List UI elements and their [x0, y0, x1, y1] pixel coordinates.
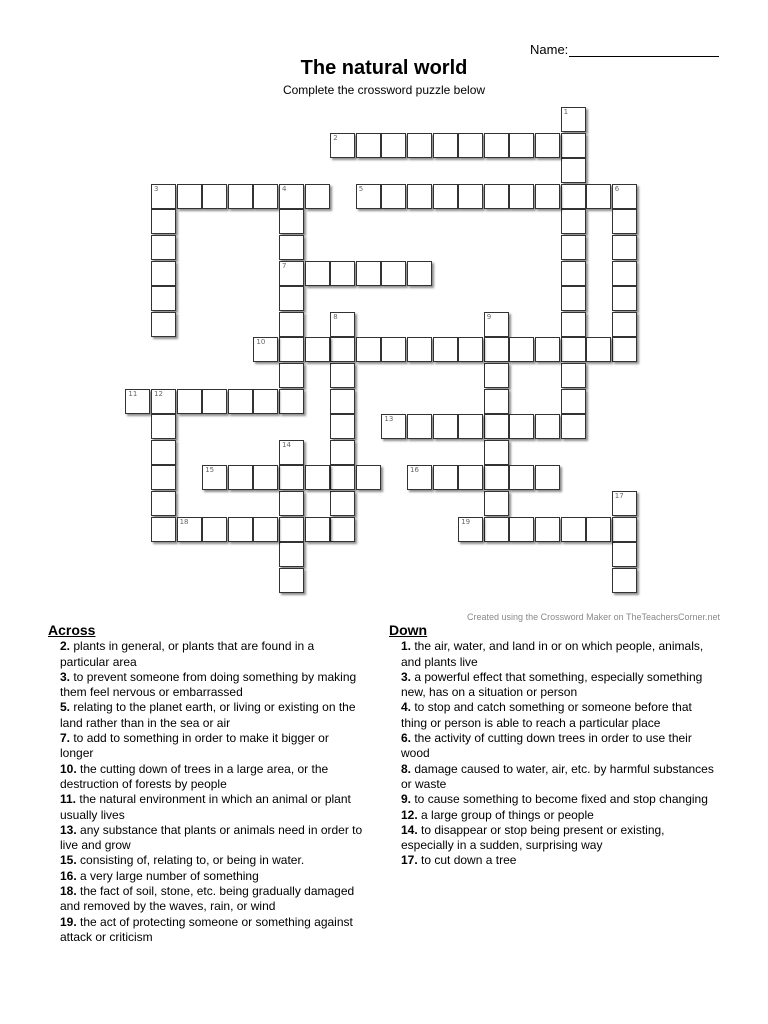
crossword-cell[interactable] [484, 337, 509, 362]
crossword-cell[interactable] [561, 184, 586, 209]
crossword-cell[interactable] [433, 133, 458, 158]
crossword-cell[interactable] [202, 389, 227, 414]
crossword-cell[interactable] [356, 184, 381, 209]
cell-number: 1 [563, 108, 569, 116]
crossword-cell[interactable] [484, 312, 509, 337]
clue-item [401, 731, 719, 762]
crossword-cell[interactable] [433, 465, 458, 490]
crossword-cell[interactable] [484, 389, 509, 414]
crossword-cell[interactable] [381, 184, 406, 209]
page-subtitle: Complete the crossword puzzle below [282, 83, 486, 97]
crossword-cell[interactable] [330, 389, 355, 414]
cell-number: 5 [358, 184, 364, 193]
clue-item [401, 700, 719, 731]
cell-number: 3 [154, 184, 159, 193]
crossword-cell[interactable] [535, 465, 560, 490]
clue-number: 10. [60, 761, 77, 776]
crossword-cell[interactable] [458, 337, 483, 362]
crossword-cell[interactable] [305, 184, 330, 209]
crossword-cell[interactable] [151, 209, 176, 234]
crossword-cell[interactable] [612, 312, 637, 337]
crossword-cell[interactable] [253, 337, 278, 362]
clue-text: relating to the planet earth, or living or existing on the land rather than in the sea or air [60, 700, 356, 730]
crossword-cell[interactable] [458, 517, 483, 542]
cell-number: 18 [179, 517, 189, 526]
crossword-cell[interactable] [228, 184, 253, 209]
crossword-cell[interactable] [509, 414, 534, 439]
crossword-cell[interactable] [202, 465, 227, 490]
crossword-cell[interactable] [279, 465, 304, 490]
clue-number: 6. [401, 731, 412, 746]
clue-text: the act of protecting someone or something against attack or criticism [60, 914, 353, 944]
crossword-cell[interactable] [228, 465, 253, 490]
crossword-cell[interactable] [279, 389, 304, 414]
clue-text: consisting of, relating to, or being in water. [76, 853, 305, 868]
clue-item [401, 792, 719, 807]
crossword-cell[interactable] [484, 363, 509, 388]
crossword-cell[interactable] [612, 286, 637, 311]
crossword-cell[interactable] [279, 363, 304, 388]
crossword-cell[interactable] [151, 312, 176, 337]
crossword-cell[interactable] [407, 184, 432, 209]
clue-item [60, 853, 363, 868]
clue-item [60, 670, 363, 701]
crossword-cell[interactable] [279, 542, 304, 567]
name-label: Name: [530, 42, 569, 57]
crossword-cell[interactable] [228, 517, 253, 542]
crossword-cell[interactable] [356, 261, 381, 286]
crossword-cell[interactable] [586, 337, 611, 362]
crossword-cell[interactable] [330, 440, 355, 465]
clue-number: 19. [60, 914, 77, 929]
across-heading: Across [48, 622, 96, 638]
crossword-cell[interactable] [484, 414, 509, 439]
crossword-cell[interactable] [612, 261, 637, 286]
crossword-cell[interactable] [561, 107, 586, 132]
crossword-cell[interactable] [612, 184, 637, 209]
down-list [389, 639, 719, 868]
cell-number: 12 [154, 389, 163, 398]
clue-number: 14. [401, 822, 418, 837]
crossword-cell[interactable] [279, 184, 304, 209]
crossword-cell[interactable] [253, 517, 278, 542]
clue-item [401, 853, 719, 868]
clue-item [401, 639, 719, 670]
crossword-cell[interactable] [177, 184, 202, 209]
clue-item [60, 915, 363, 946]
crossword-cell[interactable] [484, 440, 509, 465]
clue-number: 16. [60, 868, 77, 883]
crossword-cell[interactable] [381, 337, 406, 362]
clue-text: the fact of soil, stone, etc. being gradually damaged and removed by the waves, rain, or wind [60, 884, 355, 914]
crossword-cell[interactable] [305, 337, 330, 362]
crossword-cell[interactable] [407, 414, 432, 439]
crossword-cell[interactable] [612, 491, 637, 516]
clue-text: damage caused to water, air, etc. by harmful substances or waste [401, 761, 714, 791]
crossword-cell[interactable] [151, 184, 176, 209]
crossword-cell[interactable] [612, 568, 637, 593]
crossword-cell[interactable] [509, 337, 534, 362]
crossword-cell[interactable] [561, 133, 586, 158]
crossword-cell[interactable] [561, 517, 586, 542]
crossword-cell[interactable] [125, 389, 150, 414]
crossword-cell[interactable] [433, 184, 458, 209]
credit-text: Created using the Crossword Maker on TheTeachersCorner.net [467, 612, 720, 622]
crossword-cell[interactable] [151, 286, 176, 311]
clue-item [60, 762, 363, 793]
crossword-cell[interactable] [151, 414, 176, 439]
crossword-cell[interactable] [151, 389, 176, 414]
clue-text: the activity of cutting down trees in order to use their wood [401, 731, 692, 761]
clue-item [60, 731, 363, 762]
crossword-cell[interactable] [612, 517, 637, 542]
crossword-cell[interactable] [381, 414, 406, 439]
crossword-cell[interactable] [509, 517, 534, 542]
clue-item [60, 823, 363, 854]
crossword-cell[interactable] [151, 235, 176, 260]
crossword-cell[interactable] [279, 286, 304, 311]
crossword-cell[interactable] [509, 184, 534, 209]
crossword-cell[interactable] [433, 414, 458, 439]
crossword-cell[interactable] [330, 312, 355, 337]
crossword-cell[interactable] [151, 261, 176, 286]
clue-item [60, 869, 363, 884]
crossword-cell[interactable] [202, 517, 227, 542]
crossword-cell[interactable] [381, 133, 406, 158]
clue-number: 2. [60, 639, 71, 654]
crossword-cell[interactable] [458, 414, 483, 439]
clue-number: 3. [60, 669, 71, 684]
crossword-cell[interactable] [484, 491, 509, 516]
crossword-cell[interactable] [535, 184, 560, 209]
down-heading: Down [389, 622, 428, 638]
clue-number: 12. [401, 807, 418, 822]
cell-number: 10 [256, 338, 266, 347]
crossword-cell[interactable] [561, 312, 586, 337]
crossword-cell[interactable] [330, 491, 355, 516]
crossword-cell[interactable] [228, 389, 253, 414]
crossword-cell[interactable] [561, 337, 586, 362]
clue-item [60, 639, 363, 670]
clue-text: to cause something to become fixed and stop changing [411, 792, 708, 807]
crossword-cell[interactable] [356, 337, 381, 362]
crossword-cell[interactable] [509, 133, 534, 158]
cell-number: 8 [333, 312, 338, 321]
clue-text: to prevent someone from doing something by making them feel nervous or embarrassed [60, 669, 357, 700]
clue-number: 7. [60, 731, 71, 746]
clue-number: 17. [401, 853, 418, 868]
cell-number: 6 [614, 184, 620, 193]
cell-number: 17 [614, 492, 624, 500]
crossword-cell[interactable] [330, 133, 355, 158]
crossword-cell[interactable] [279, 517, 304, 542]
clue-text: to stop and catch something or someone before that thing or person is able to reach a particular place [401, 700, 692, 730]
crossword-cell[interactable] [279, 235, 304, 260]
crossword-cell[interactable] [151, 440, 176, 465]
crossword-cell[interactable] [330, 517, 355, 542]
clue-number: 15. [60, 853, 77, 868]
crossword-cell[interactable] [279, 440, 304, 465]
cell-number: 7 [282, 261, 287, 270]
cell-number: 11 [128, 389, 138, 398]
cell-number: 15 [205, 466, 215, 475]
crossword-cell[interactable] [484, 465, 509, 490]
crossword-cell[interactable] [407, 133, 432, 158]
cell-number: 13 [384, 415, 394, 424]
clue-text: a large group of things or people [417, 807, 594, 822]
crossword-cell[interactable] [561, 363, 586, 388]
crossword-cell[interactable] [561, 158, 586, 183]
crossword-cell[interactable] [561, 414, 586, 439]
cell-number: 14 [282, 440, 291, 449]
crossword-cell[interactable] [612, 209, 637, 234]
clue-number: 1. [401, 639, 412, 654]
clue-item [401, 823, 719, 854]
clue-text: the natural environment in which an animal or plant usually lives [60, 792, 351, 822]
crossword-cell[interactable] [202, 184, 227, 209]
cell-number: 2 [333, 133, 338, 142]
crossword-cell[interactable] [305, 517, 330, 542]
clue-text: any substance that plants or animals need in order to live and grow [60, 822, 363, 853]
crossword-cell[interactable] [458, 184, 483, 209]
clue-text: to disappear or stop being present or existing, especially in a sudden, surprising way [401, 822, 665, 853]
clue-item [401, 670, 719, 701]
crossword-cell[interactable] [305, 465, 330, 490]
crossword-cell[interactable] [433, 337, 458, 362]
crossword-cell[interactable] [330, 337, 355, 362]
crossword-cell[interactable] [305, 261, 330, 286]
crossword-cell[interactable] [458, 133, 483, 158]
crossword-cell[interactable] [253, 465, 278, 490]
clue-text: to cut down a tree [417, 853, 517, 868]
crossword-cell[interactable] [330, 261, 355, 286]
page-title: The natural world [300, 57, 468, 79]
cell-number: 4 [282, 184, 287, 193]
clue-text: a very large number of something [76, 868, 259, 883]
clue-text: plants in general, or plants that are found in a particular area [60, 639, 315, 669]
crossword-cell[interactable] [356, 465, 381, 490]
crossword-cell[interactable] [586, 184, 611, 209]
clue-text: the cutting down of trees in a large area, or the destruction of forests by people [60, 761, 329, 791]
clue-item [401, 808, 719, 823]
crossword-cell[interactable] [458, 465, 483, 490]
clue-number: 11. [60, 792, 77, 807]
clue-item [60, 884, 363, 915]
crossword-cell[interactable] [612, 235, 637, 260]
crossword-cell[interactable] [484, 133, 509, 158]
crossword-cell[interactable] [535, 517, 560, 542]
clue-item [401, 762, 719, 793]
crossword-cell[interactable] [612, 542, 637, 567]
down-clues [389, 623, 719, 869]
crossword-cell[interactable] [509, 465, 534, 490]
crossword-cell[interactable] [407, 465, 432, 490]
cell-number: 19 [461, 517, 471, 526]
crossword-cell[interactable] [535, 133, 560, 158]
crossword-cell[interactable] [253, 389, 278, 414]
clue-number: 18. [60, 884, 77, 899]
clue-number: 3. [401, 669, 412, 684]
crossword-cell[interactable] [177, 517, 202, 542]
clue-number: 5. [60, 700, 71, 715]
crossword-cell[interactable] [561, 235, 586, 260]
crossword-cell[interactable] [330, 465, 355, 490]
crossword-cell[interactable] [330, 414, 355, 439]
cell-number: 16 [410, 466, 419, 475]
clue-item [60, 792, 363, 823]
crossword-cell[interactable] [561, 389, 586, 414]
crossword-cell[interactable] [561, 261, 586, 286]
clue-number: 9. [401, 792, 412, 807]
crossword-cell[interactable] [586, 517, 611, 542]
crossword-cell[interactable] [484, 517, 509, 542]
clue-text: a powerful effect that something, especially something new, has on a situation or person [401, 669, 703, 700]
cell-number: 9 [486, 312, 492, 321]
crossword-cell[interactable] [612, 337, 637, 362]
across-clues [48, 623, 363, 945]
crossword-cell[interactable] [279, 491, 304, 516]
crossword-cell[interactable] [279, 568, 304, 593]
crossword-cell[interactable] [330, 363, 355, 388]
clue-number: 8. [401, 761, 412, 776]
crossword-cell[interactable] [279, 261, 304, 286]
crossword-cell[interactable] [177, 389, 202, 414]
crossword-cell[interactable] [253, 184, 278, 209]
crossword-cell[interactable] [407, 337, 432, 362]
across-list [48, 639, 363, 945]
crossword-cell[interactable] [279, 337, 304, 362]
crossword-cell[interactable] [484, 184, 509, 209]
crossword-cell[interactable] [561, 209, 586, 234]
crossword-cell[interactable] [535, 414, 560, 439]
clue-number: 13. [60, 822, 77, 837]
clue-text: to add to something in order to make it bigger or longer [60, 731, 329, 761]
clue-text: the air, water, and land in or on which people, animals, and plants live [401, 639, 704, 669]
crossword-cell[interactable] [561, 286, 586, 311]
crossword-cell[interactable] [151, 517, 176, 542]
crossword-cell[interactable] [381, 261, 406, 286]
clue-item [60, 700, 363, 731]
crossword-cell[interactable] [151, 465, 176, 490]
crossword-cell[interactable] [279, 312, 304, 337]
clue-number: 4. [401, 700, 412, 715]
crossword-cell[interactable] [535, 337, 560, 362]
crossword-cell[interactable] [356, 133, 381, 158]
crossword-cell[interactable] [279, 209, 304, 234]
crossword-cell[interactable] [407, 261, 432, 286]
crossword-cell[interactable] [151, 491, 176, 516]
